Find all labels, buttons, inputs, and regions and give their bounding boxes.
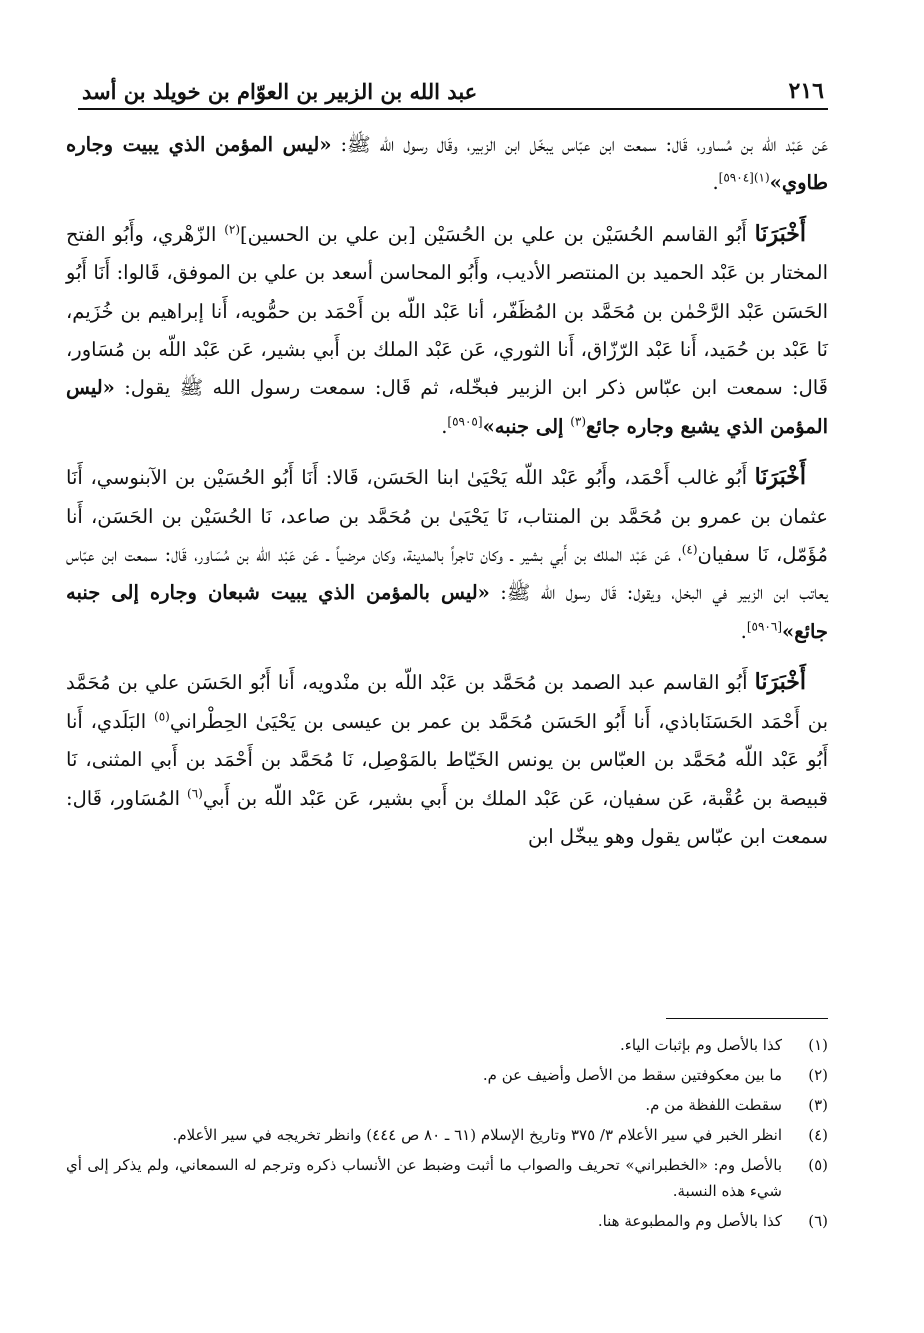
header-rule bbox=[78, 108, 828, 110]
isnad-lead-word: أَخْبَرَنَا bbox=[754, 220, 806, 247]
paragraph-text: الزّهْري، وأَبُو الفتح المختار بن عَبْد الحميد بن المنتصر الأديب، وأَبُو المحاسن أسعد بن علي بن الموفق، قَالوا: أَنَا أَبُو الحَسَن عَبْد الرَّحْمٰن بن مُحَمَّد بن المُظَفّر، أنا عَبْد اللّه بن أَحْمَد بن حمُّويه، أَنا إبراهيم بن خُزَيم، نَا عَبْد بن حُمَيد، أَنا عَبْد الرّزّاق، أَنا الثوري، عَن عَبْد الملك بن أَبي بشير، عَن عَبْد اللّه بن مُسَاور، قَال: سمعت ابن عبّاس ذكر ابن الزبير فبخّله، ثم قَال: سمعت رسول الله ﷺ يقول: bbox=[66, 222, 828, 400]
reference-marker: (٢) bbox=[224, 222, 241, 237]
reference-marker: [٥٩٠٤] bbox=[718, 170, 754, 185]
paragraph-text: عَن عَبْد اللّه بن مُساور، قَال: سمعت ابن عبّاس يبخّل ابن الزبير، وقَال رسول الله ﷺ: bbox=[331, 133, 828, 156]
isnad-lead-word: أَخْبَرَنَا bbox=[754, 669, 806, 696]
footnote bbox=[66, 1122, 828, 1148]
footnote-text: ما بين معكوفتين سقط من الأصل وأضيف عن م. bbox=[482, 1066, 782, 1084]
paragraph-text: المُسَاور، قَال: سمعت ابن عبّاس يقول وهو يبخّل ابن bbox=[66, 786, 828, 848]
footnotes bbox=[66, 1032, 828, 1238]
reference-marker: (٦) bbox=[187, 786, 203, 800]
footnote-number: (١) bbox=[808, 1036, 828, 1054]
hadith-text: «ليس المؤمن الذي يبيت وجاره طاوي» bbox=[66, 133, 828, 195]
running-title: عبد الله بن الزبير بن العوّام بن خويلد بن أسد bbox=[82, 79, 478, 104]
paragraph-text: أَبُو القاسم الحُسَيْن بن علي بن الحُسَيْن [بن علي بن الحسين] bbox=[240, 222, 755, 246]
footnote bbox=[66, 1152, 828, 1204]
page-header bbox=[82, 68, 824, 104]
hadith-text: «ليس بالمؤمن الذي يبيت شبعان وجاره إلى جنبه جائع» bbox=[66, 581, 828, 643]
footnote-rule bbox=[666, 1018, 828, 1019]
footnote-text: سقطت اللفظة من م. bbox=[645, 1096, 782, 1114]
paragraph-text: . bbox=[441, 414, 448, 438]
footnote-text: انظر الخبر في سير الأعلام ٣/ ٣٧٥ وتاريخ الإسلام (٦١ ـ ٨٠ ص ٤٤٤) وانظر تخريجه في سير الأعلام. bbox=[172, 1126, 782, 1144]
paragraph-text: أَبُو غالب أَحْمَد، وأَبُو عَبْد اللّه يَحْيَىٰ ابنا الحَسَن، قَالا: أَنَا أَبُو الحُسَيْن بن الآبنوسي، أَنَا عثمان بن عمرو بن مُحَمَّد بن المنتاب، نَا يَحْيَىٰ بن مُحَمَّد بن صاعد، نَا الحُسَيْن بن الحَسَن، أَنا مُؤَمّل، نَا سفيان bbox=[66, 466, 829, 567]
reference-marker: (١) bbox=[753, 170, 770, 185]
footnote bbox=[66, 1092, 828, 1118]
footnote-text: بالأصل وم: «الخطبراني» تحريف والصواب ما أثبت وضبط عن الأنساب ذكره وترجم له السمعاني، ولم يذكر إلى أي شيء هذه النسبة. bbox=[66, 1156, 782, 1200]
hadith-text: «ليس المؤمن الذي يشبع وجاره جائع bbox=[66, 376, 828, 438]
hadith-text: إلى جنبه» bbox=[482, 414, 571, 438]
main-text bbox=[66, 126, 828, 868]
paragraph-text: ، عَن عَبْد الملك بن أَبي بشير ـ وكان تاجراً بالمدينة، وكان مرضياً ـ عَن عَبْد اللّه بن مُسَاور، قَال: سمعت ابن عبّاس يعاتب ابن الزبير في البخل، ويقول: قَال رسول الله ﷺ: bbox=[66, 543, 828, 605]
paragraph bbox=[66, 215, 828, 446]
footnote-number: (٤) bbox=[808, 1126, 828, 1144]
footnote bbox=[66, 1062, 828, 1088]
paragraph bbox=[66, 126, 828, 203]
reference-marker: [٥٩٠٥] bbox=[447, 414, 483, 429]
reference-marker: (٣) bbox=[570, 414, 587, 429]
reference-marker: (٥) bbox=[154, 709, 170, 724]
paragraph bbox=[66, 458, 828, 651]
footnote-number: (٦) bbox=[808, 1212, 828, 1230]
paragraph-text: . bbox=[712, 171, 719, 195]
footnote-number: (٢) bbox=[808, 1066, 828, 1084]
paragraph-text: . bbox=[740, 619, 747, 643]
footnote bbox=[66, 1208, 828, 1234]
footnote bbox=[66, 1032, 828, 1058]
paragraph bbox=[66, 663, 828, 856]
paragraph-text: أَبُو القاسم عبد الصمد بن مُحَمَّد بن عَبْد اللّه بن منْدويه، أَنا أَبُو الحَسَن علي بن مُحَمَّد بن أَحْمَد الحَسَنَاباذي، أَنا أَبُو الحَسَن مُحَمَّد بن عمر بن عيسى بن يَحْيَىٰ الحِطْراني bbox=[66, 671, 828, 733]
footnote-text: كذا بالأصل وم والمطبوعة هنا. bbox=[597, 1212, 782, 1230]
reference-marker: (٤) bbox=[681, 542, 698, 557]
reference-marker: [٥٩٠٦] bbox=[746, 619, 782, 634]
paragraph-text: البَلَدي، أَنا أَبُو عَبْد اللّه مُحَمَّد بن العبّاس بن يونس الخَيّاط بالمَوْصِل، نَا مُحَمَّد بن أَحْمَد بن أَبي المثنى، نَا قبيصة بن عُقْبة، عَن سفيان، عَن عَبْد الملك بن أَبي بشير، عَن عَبْد اللّه بن أَبي bbox=[66, 709, 829, 810]
footnote-text: كذا بالأصل وم بإثبات الياء. bbox=[620, 1036, 782, 1054]
page-number: ٢١٦ bbox=[788, 78, 824, 104]
isnad-lead-word: أَخْبَرَنَا bbox=[754, 464, 806, 491]
footnote-number: (٣) bbox=[808, 1096, 828, 1114]
footnote-number: (٥) bbox=[808, 1156, 828, 1174]
